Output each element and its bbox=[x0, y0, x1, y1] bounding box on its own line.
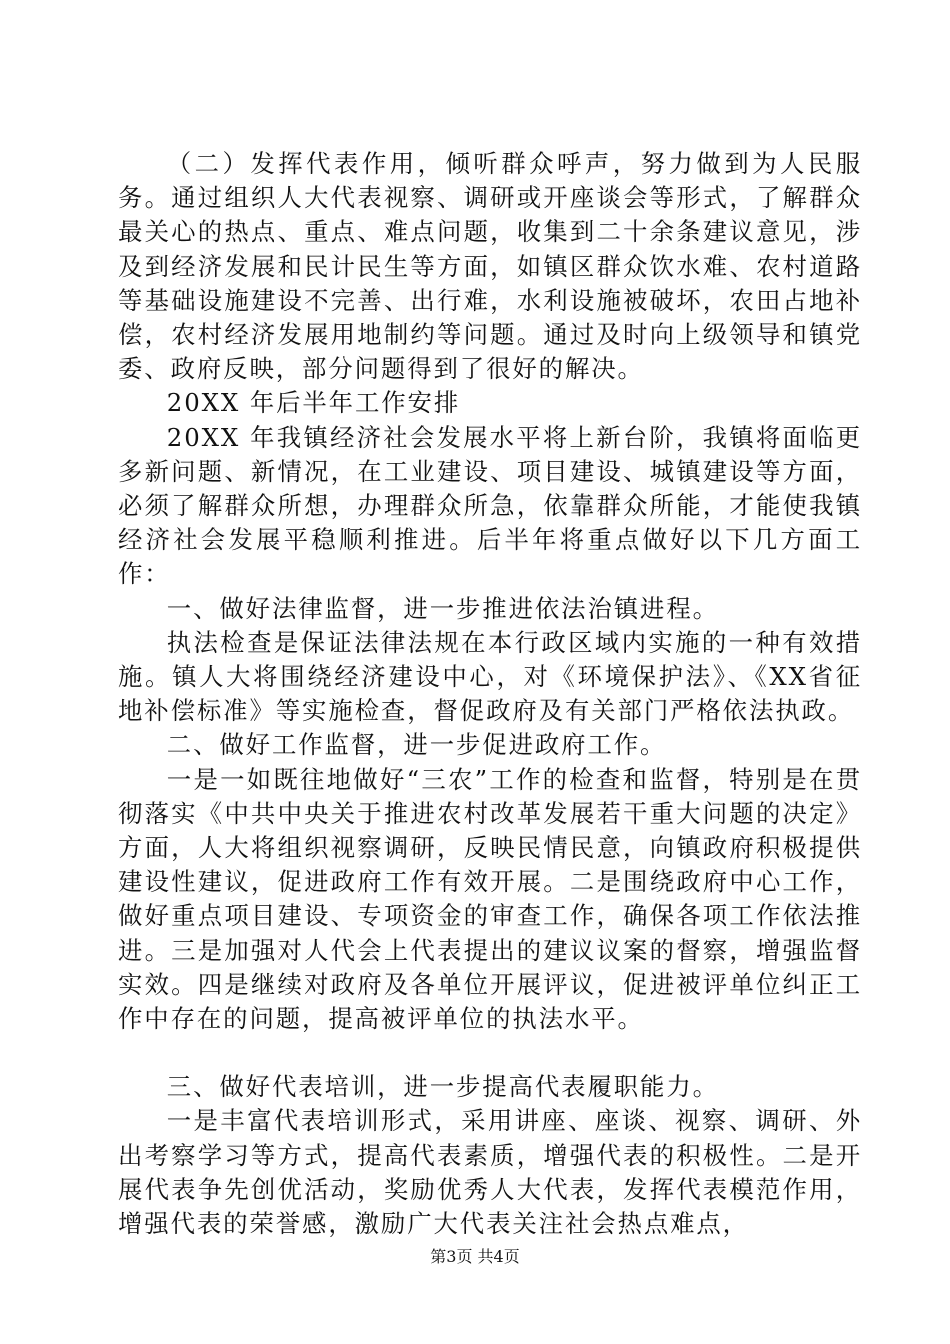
paragraph-law-enforcement-check: 执法检查是保证法律法规在本行政区域内实施的一种有效措施。镇人大将围绕经济建设中心，对《环境保护法》、《XX省征地补偿标准》等实施检查，督促政府及有关部门严格依法执政。 bbox=[118, 627, 862, 726]
heading-representative-training: 三、做好代表培训，进一步提高代表履职能力。 bbox=[166, 1072, 719, 1102]
document-body bbox=[118, 147, 862, 1241]
page-number-footer: 第3页 共4页 bbox=[430, 1247, 520, 1266]
section-heading-work-plan: 20XX 年后半年工作安排 bbox=[166, 388, 461, 418]
paragraph-representative-role: （二）发挥代表作用，倾听群众呼声，努力做到为人民服务。通过组织人大代表视察、调研或开座谈会等形式，了解群众最关心的热点、重点、难点问题，收集到二十余条建议意见，涉及到经济发展和民计民生等方面，如镇区群众饮水难、农村道路等基础设施建设不完善、出行难，水利设施被破坏，农田占地补偿，农村经济发展用地制约等问题。通过及时向上级领导和镇党委、政府反映，部分问题得到了很好的解决。 bbox=[118, 149, 862, 384]
paragraph-representative-training-detail: 一是丰富代表培训形式，采用讲座、座谈、视察、调研、外出考察学习等方式，提高代表素质，增强代表的积极性。二是开展代表争先创优活动，奖励优秀人大代表，发挥代表模范作用，增强代表的荣誉感，激励广大代表关注社会热点难点， bbox=[118, 1106, 862, 1239]
paragraph-work-supervision-detail: 一是一如既往地做好“三农”工作的检查和监督，特别是在贯彻落实《中共中央关于推进农村改革发展若干重大问题的决定》方面，人大将组织视察调研，反映民情民意，向镇政府积极提供建设性建议，促进政府工作有效开展。二是围绕政府中心工作，做好重点项目建设、专项资金的审查工作，确保各项工作依法推进。三是加强对人代会上代表提出的建议议案的督察，增强监督实效。四是继续对政府及各单位开展评议，促进被评单位纠正工作中存在的问题，提高被评单位的执法水平。 bbox=[118, 764, 862, 1034]
heading-legal-supervision: 一、做好法律监督，进一步推进依法治镇进程。 bbox=[166, 593, 719, 623]
heading-work-supervision: 二、做好工作监督，进一步促进政府工作。 bbox=[166, 730, 667, 760]
paragraph-work-plan-intro: 20XX 年我镇经济社会发展水平将上新台阶，我镇将面临更多新问题、新情况，在工业建设、项目建设、城镇建设等方面，必须了解群众所想，办理群众所急，依靠群众所能，才能使我镇经济社会发展平稳顺利推进。后半年将重点做好以下几方面工作： bbox=[118, 422, 862, 589]
